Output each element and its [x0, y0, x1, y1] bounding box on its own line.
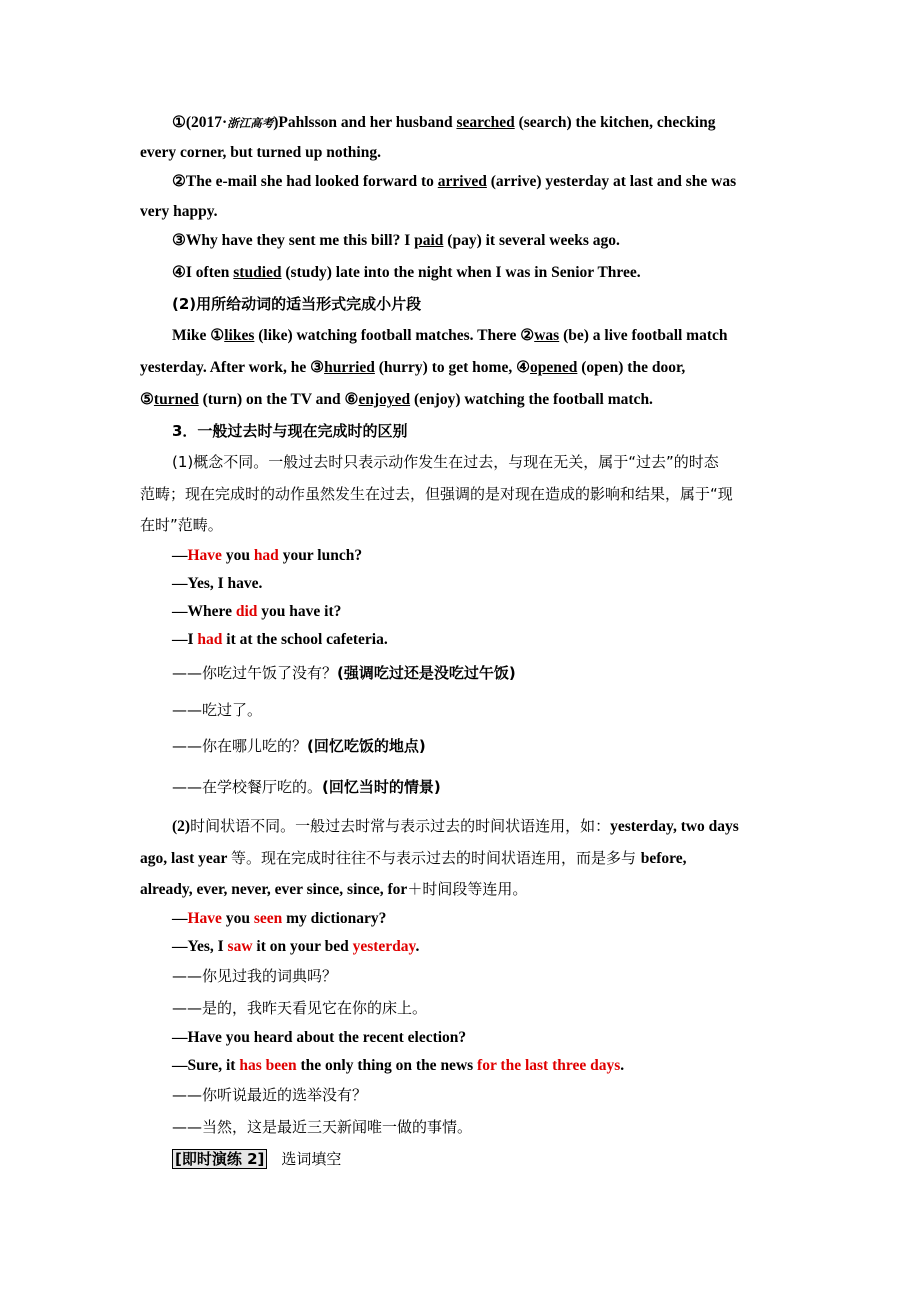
ex2-title: (2)用所给动词的适当形式完成小片段: [172, 295, 422, 313]
dialog-3-line-2: —Sure, it has been the only thing on the news for the last three days.: [172, 1057, 625, 1074]
practice-text: 选词填空: [281, 1150, 342, 1168]
dialog-2-line-2: —Yes, I saw it on your bed yesterday.: [172, 938, 420, 955]
concept-para-line-1: (1)概念不同。一般过去时只表示动作发生在过去，与现在无关，属于“过去”的时态: [172, 453, 719, 471]
ex2-line-3: ⑤turned (turn) on the TV and ⑥enjoyed (enjoy) watching the football match.: [140, 391, 653, 408]
dialog-1-cn-4: ——在学校餐厅吃的。(回忆当时的情景): [172, 778, 441, 796]
q3-line: ③Why have they sent me this bill? I paid (pay) it several weeks ago.: [172, 232, 620, 249]
concept-para-line-3: 在时”范畴。: [140, 516, 223, 534]
q2-line-2: very happy.: [140, 203, 218, 220]
q1-line: ①(2017·浙江高考)Pahlsson and her husband searched (search) the kitchen, checking: [172, 114, 716, 131]
dialog-2-line-1: —Have you seen my dictionary?: [172, 910, 387, 927]
q4-line: ④I often studied (study) late into the night when I was in Senior Three.: [172, 264, 641, 281]
section-3-title: 3．一般过去时与现在完成时的区别: [172, 422, 408, 440]
ex2-line-1: Mike ①likes (like) watching football matches. There ②was (be) a live football match: [172, 327, 728, 344]
dialog-1-line-2: —Yes, I have.: [172, 575, 263, 592]
adverbial-para-line-3: already, ever, never, ever since, since, for＋时间段等连用。: [140, 880, 528, 898]
adverbial-para-line-1: (2)时间状语不同。一般过去时常与表示过去的时间状语连用，如：yesterday, two days: [172, 817, 739, 835]
answer: studied: [233, 264, 282, 281]
dialog-1-line-1: —Have you had your lunch?: [172, 547, 363, 564]
dialog-1-cn-3: ——你在哪儿吃的？(回忆吃饭的地点): [172, 737, 426, 755]
dialog-3-cn-1: ——你听说最近的选举没有？: [172, 1086, 368, 1104]
source-tag: 浙江高考: [227, 118, 274, 130]
answer: arrived: [437, 173, 487, 190]
dialog-2-cn-1: ——你见过我的词典吗？: [172, 967, 338, 985]
dialog-1-cn-2: ——吃过了。: [172, 701, 263, 719]
ex2-line-2: yesterday. After work, he ③hurried (hurry) to get home, ④opened (open) the door,: [140, 359, 686, 376]
q2-line: ②The e-mail she had looked forward to arrived (arrive) yesterday at last and she was: [172, 173, 737, 190]
dialog-1-cn-1: ——你吃过午饭了没有？(强调吃过还是没吃过午饭): [172, 664, 516, 682]
q1-line-2: every corner, but turned up nothing.: [140, 144, 381, 161]
practice-heading: [172, 1149, 341, 1170]
concept-para-line-2: 范畴；现在完成时的动作虽然发生在过去，但强调的是对现在造成的影响和结果，属于“现: [140, 485, 733, 503]
dialog-1-line-3: —Where did you have it?: [172, 603, 342, 620]
practice-label: [即时演练 2]: [172, 1149, 267, 1169]
adverbial-para-line-2: ago, last year 等。现在完成时往往不与表示过去的时间状语连用，而是多与 before,: [140, 849, 687, 867]
dialog-1-line-4: —I had it at the school cafeteria.: [172, 631, 388, 648]
dialog-2-cn-2: ——是的，我昨天看见它在你的床上。: [172, 999, 428, 1017]
answer: paid: [414, 232, 444, 249]
dialog-3-line-1: —Have you heard about the recent election?: [172, 1029, 467, 1046]
answer: searched: [456, 114, 515, 131]
dialog-3-cn-2: ——当然，这是最近三天新闻唯一做的事情。: [172, 1118, 473, 1136]
